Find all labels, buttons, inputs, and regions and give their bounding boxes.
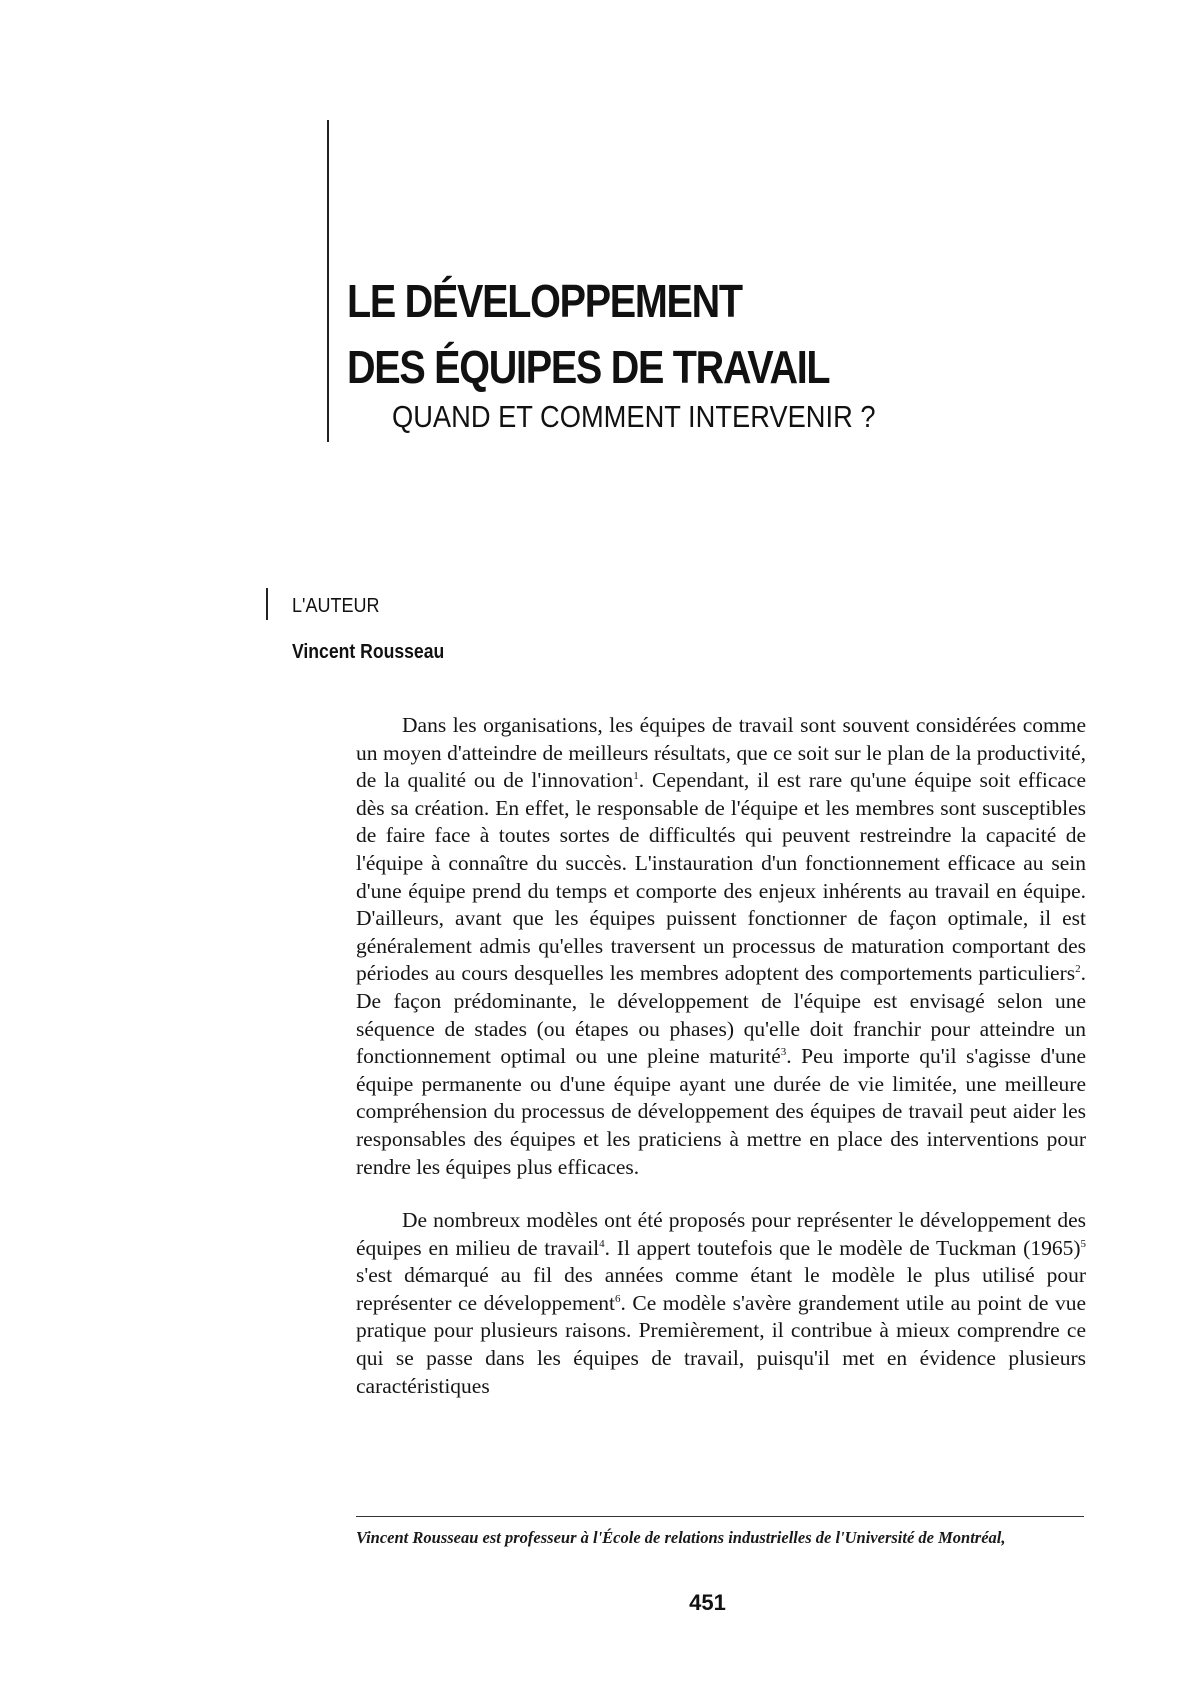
paragraph-text: De nombreux modèles ont été proposés pour représenter le développement des équipes en milieu de travail [356, 1208, 1086, 1260]
article-subtitle: QUAND ET COMMENT INTERVENIR ? [392, 399, 876, 434]
footnote-marker: 2 [1075, 963, 1081, 976]
author-label: L'AUTEUR [292, 595, 380, 617]
footnote-marker: 4 [599, 1237, 605, 1250]
title-line-1: LE DÉVELOPPEMENT [347, 275, 742, 327]
title-line-2: DES ÉQUIPES DE TRAVAIL [347, 341, 830, 393]
paragraph-text: . Cependant, il est rare qu'une équipe soit efficace dès sa création. En effet, le responsable de l'équipe et les membres sont susceptibles de faire face à toutes sortes de difficultés qui peuvent restreindre la capacité de l'équipe à connaître du succès. L'instauration d'un fonctionnement efficace au sein d'une équipe prend du temps et comporte des enjeux inhérents au travail en équipe. D'ailleurs, avant que les équipes puissent fonctionner de façon optimale, il est généralement admis qu'elles traversent un processus de maturation comportant des périodes au cours desquelles les membres adoptent des comportements particuliers [356, 768, 1086, 986]
paragraph-text: . De façon prédominante, le développement de l'équipe est envisagé selon une séquence de stades (ou étapes ou phases) qu'elle doit franchir pour atteindre un fonctionnement optimal ou une pleine maturité [356, 961, 1086, 1069]
page-number: 451 [689, 1590, 726, 1615]
paragraph-text: Dans les organisations, les équipes de travail sont souvent considérées comme un moyen d'atteindre de meilleurs résultats, que ce soit sur le plan de la productivité, de la qualité ou de l'innovation [356, 713, 1086, 793]
title-vertical-rule [327, 120, 329, 442]
footnote-marker: 1 [633, 770, 639, 783]
footnote-marker: 6 [614, 1292, 621, 1305]
body-paragraph [356, 1207, 1086, 1400]
paragraph-text: . Il appert toutefois que le modèle de Tuckman (1965) [604, 1235, 1081, 1260]
body-paragraph [356, 712, 1086, 1181]
article-title [347, 268, 829, 400]
footnote-marker: 5 [1080, 1237, 1086, 1250]
paragraph-text: . Ce modèle s'avère grandement utile au point de vue pratique pour plusieurs raisons. Premièrement, il contribue à mieux comprendre ce qui se passe dans les équipes de travail, puisqu'il met en évidence plusieurs caractéristiques [356, 1290, 1087, 1398]
paragraph-text: . Peu importe qu'il s'agisse d'une équipe permanente ou d'une équipe ayant une durée de vie limitée, une meilleure compréhension du processus de développement des équipes de travail peut aider les responsables des équipes et les praticiens à mettre en place des interventions pour rendre les équipes plus efficaces. [356, 1044, 1086, 1179]
paragraph-text: s'est démarqué au fil des années comme étant le modèle le plus utilisé pour représenter ce développement [356, 1263, 1086, 1315]
footnote-rule [356, 1516, 1084, 1517]
author-name: Vincent Rousseau [292, 641, 445, 663]
article-body [356, 712, 1086, 1400]
author-vertical-rule [266, 588, 268, 620]
footnote-marker: 3 [780, 1045, 787, 1058]
author-footnote: Vincent Rousseau est professeur à l'École de relations industrielles de l'Université de Montréal, [356, 1528, 1006, 1547]
